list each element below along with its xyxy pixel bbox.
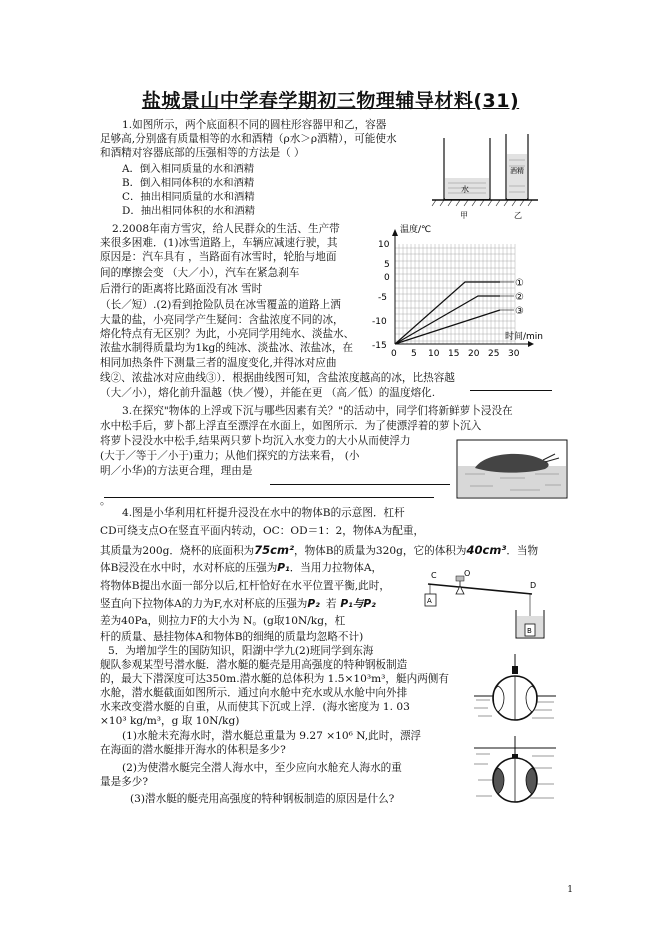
q2-line-7: 大量的盐，小亮同学产生疑问：含盐浓度不同的冰，	[100, 314, 344, 326]
q3-line-1: 3.在探究"物体的上浮或下沉与哪些因素有关？"的活动中，同学们将新鲜萝卜浸没在	[122, 405, 513, 417]
q5-sub3: (3)潜水艇的艇壳用高强度的特种钢板制造的原因是什么?	[130, 793, 395, 805]
q4-inequality: P₁与P₂	[340, 598, 376, 610]
q2-temperature-graph	[360, 222, 550, 362]
graph-x-tick-5: 5	[411, 349, 417, 359]
graph-y-tick-minus5: -5	[378, 293, 387, 303]
q4-label-a: A	[427, 597, 432, 605]
q3-line-5: 明／小华)的方法更合理，理由是	[100, 465, 253, 477]
graph-y-label: 温度/℃	[400, 225, 432, 235]
graph-x-tick-0: 0	[391, 349, 397, 359]
q4-line-3b: ，物体B的质量为320g，它的体积为	[293, 545, 467, 557]
q2-line-8: 熔化特点有无区别？为此，小亮同学用纯水、淡盐水、	[100, 328, 355, 340]
graph-y-tick-minus10: -10	[372, 317, 387, 327]
graph-y-tick-minus15: -15	[372, 341, 387, 351]
page-title: 盐城景山中学春学期初三物理辅导材料(31)	[141, 90, 520, 112]
q4-line-1: 4.图是小华利用杠杆提升浸没在水中的物体B的示意图．杠杆	[122, 507, 405, 519]
graph-curve-label-3: ③	[515, 306, 524, 317]
graph-y-tick-0: 0	[384, 273, 390, 283]
q1-option-a: A．倒入相同质量的水和酒精	[122, 163, 255, 175]
q5-line-3: 的，最大下潜深度可达350m.潜水艇的总体积为 1.5×10³m³，艇内两侧有	[100, 673, 449, 685]
q1-line-2: 足够高,分别盛有质量相等的水和酒精（ρ水＞ρ酒精），可能使水	[100, 133, 397, 145]
q4-line-3c: ．当物	[506, 545, 539, 557]
q2-line-3: 原因是：汽车具有 ，当路面有冰雪时，轮胎与地面	[100, 251, 337, 263]
q2-line-2: 来很多困难．(1)冰雪道路上，车辆应减速行驶，其	[100, 237, 338, 249]
q4-label-c: C	[431, 571, 437, 580]
q1-line-1: 1.如图所示，两个底面积不同的圆柱形容器甲和乙，容器	[122, 119, 387, 131]
graph-x-tick-10: 10	[428, 349, 440, 359]
q1-option-c: C．抽出相同质量的水和酒精	[122, 191, 255, 203]
graph-curve-2	[395, 296, 500, 344]
q1-option-d: D．抽出相同体积的水和酒精	[122, 205, 256, 217]
q2-line-6: （长／短）.(2)看到抢险队员在冰雪覆盖的道路上洒	[100, 299, 341, 311]
q5-line-5: 水来改变潜水艇的自重，从而使其下沉或上浮．(海水密度为 1. 03	[100, 701, 410, 713]
q5-line-6: ×10³ kg/m³，g 取 10N/kg)	[100, 715, 240, 727]
q1-option-b: B．倒入相同体积的水和酒精	[122, 177, 255, 189]
q4-line-3a: 其质量为200g．烧杯的底面积为	[100, 545, 255, 557]
graph-x-label: 时间/min	[505, 332, 544, 342]
q4-line-2: CD可绕支点O在竖直平面内转动，OC：OD＝1：2，物体A为配重，	[100, 525, 425, 537]
q4-label-d: D	[530, 581, 537, 590]
q3-radish-figure	[455, 438, 570, 500]
q1-fig-alcohol-label: 酒精	[510, 167, 524, 175]
q3-line-2: 水中松手后，萝卜都上浮直至漂浮在水面上，如图所示．为了使漂浮着的萝卜沉入	[100, 420, 482, 432]
graph-x-tick-25: 25	[488, 349, 500, 359]
graph-curve-label-2: ②	[515, 292, 524, 303]
graph-curve-label-1: ①	[515, 278, 524, 289]
q5-line-4: 水舱，潜水艇截面如图所示．通过向水舱中充水或从水舱中向外排	[100, 687, 408, 699]
graph-y-tick-5: 5	[384, 260, 390, 270]
q5-sub1-line-2: 在海面的潜水艇排开海水的体积是多少?	[100, 744, 286, 756]
q4-line-8: 杆的质量、悬挂物体A和物体B的细绳的质量均忽略不计)	[100, 631, 364, 643]
q4-label-b: B	[527, 627, 532, 635]
q3-line-3: 将萝卜浸没水中松手,结果两只萝卜均沉入水变力的大小从而使浮力	[100, 435, 411, 447]
q1-line-3: 和酒精对容器底部的压强相等的方法是（ ）	[100, 147, 305, 159]
q1-fig-water-label: 水	[461, 185, 469, 194]
q2-line-4: 间的摩擦会变 （大／小），汽车在紧急刹车	[100, 267, 300, 279]
q4-line-6	[100, 597, 376, 611]
q4-area-value: 75cm²	[254, 543, 294, 557]
q5-line-2: 舰队参观某型号潜水艇．潜水艇的艇壳是用高强度的特种钢板制造	[100, 659, 408, 671]
q4-p2-symbol: P₂	[307, 598, 320, 610]
q2-line-11: 线②、浓盐冰对应曲线③）．根据曲线图可知，含盐浓度越高的冰，比热容越	[100, 372, 455, 384]
graph-x-tick-15: 15	[448, 349, 460, 359]
q4-line-4a: 体B浸没在水中时，水对杯底的压强为	[100, 562, 278, 574]
q4-line-5: 将物体B提出水面一部分以后,杠杆恰好在水平位置平衡,此时，	[100, 580, 390, 592]
graph-curve-3	[395, 310, 500, 344]
q5-sub2-line-1: (2)为使潜水艇完全潜人海水中，至少应向水舱充人海水的重	[122, 762, 402, 774]
q4-line-6a: 竖直向下拉物体A的力为F,水对杯底的压强为	[100, 598, 308, 610]
q5-submarine-figure	[470, 650, 560, 810]
q3-reason-blank-2[interactable]	[104, 487, 434, 498]
q2-line-12: （大／小），熔化前升温越（快／慢），并能在更 （高／低）的温度熔化.	[100, 387, 436, 399]
q4-line-4b: ．当用力拉物体A，	[289, 562, 383, 574]
q4-volume-value: 40cm³	[466, 543, 507, 557]
q4-line-6b: 若	[325, 598, 337, 610]
q4-line-4	[100, 561, 382, 575]
q3-line-6: 。	[100, 495, 111, 507]
q4-line-7: 差为40Pa，则拉力F的大小为 N。(g取10N/kg，杠	[100, 615, 346, 627]
q1-fig-label-yi: 乙	[514, 211, 522, 220]
q3-reason-blank[interactable]	[270, 474, 450, 485]
graph-x-tick-20: 20	[468, 349, 480, 359]
q1-fig-label-jia: 甲	[460, 211, 468, 220]
graph-x-tick-30: 30	[508, 349, 520, 359]
q4-lever-figure	[420, 562, 550, 642]
q4-label-o: O	[464, 569, 471, 578]
page-number: 1	[567, 885, 573, 895]
q2-answer-blank[interactable]	[470, 380, 552, 391]
q1-container-figure	[430, 128, 540, 220]
q2-line-9: 浓盐水制得质量均为1kg的纯冰、淡盐冰、浓盐冰，在	[100, 342, 354, 354]
q2-line-10: 相同加热条件下测量三者的温度变化,并得冰对应曲	[100, 357, 337, 369]
q5-line-1: 5．为增加学生的国防知识，阳湖中学九(2)班同学到东海	[108, 645, 374, 657]
graph-y-tick-10: 10	[378, 240, 390, 250]
q2-line-5: 后滑行的距离将比路面没有冰 雪时	[100, 283, 263, 295]
q5-sub2-line-2: 量是多少?	[100, 776, 149, 788]
q4-p1-symbol: P₁	[277, 562, 290, 574]
q4-line-3	[100, 543, 538, 558]
q3-line-4: (大于／等于／小于)重力；从他们探究的方法来看， (小	[100, 450, 360, 462]
q2-line-1: 2.2008年南方雪灾，给人民群众的生活、生产带	[112, 223, 340, 235]
q5-sub1-line-1: (1)水舱未充海水时，潜水艇总重量为 9.27 ×10⁶ N,此时，漂浮	[122, 730, 422, 742]
